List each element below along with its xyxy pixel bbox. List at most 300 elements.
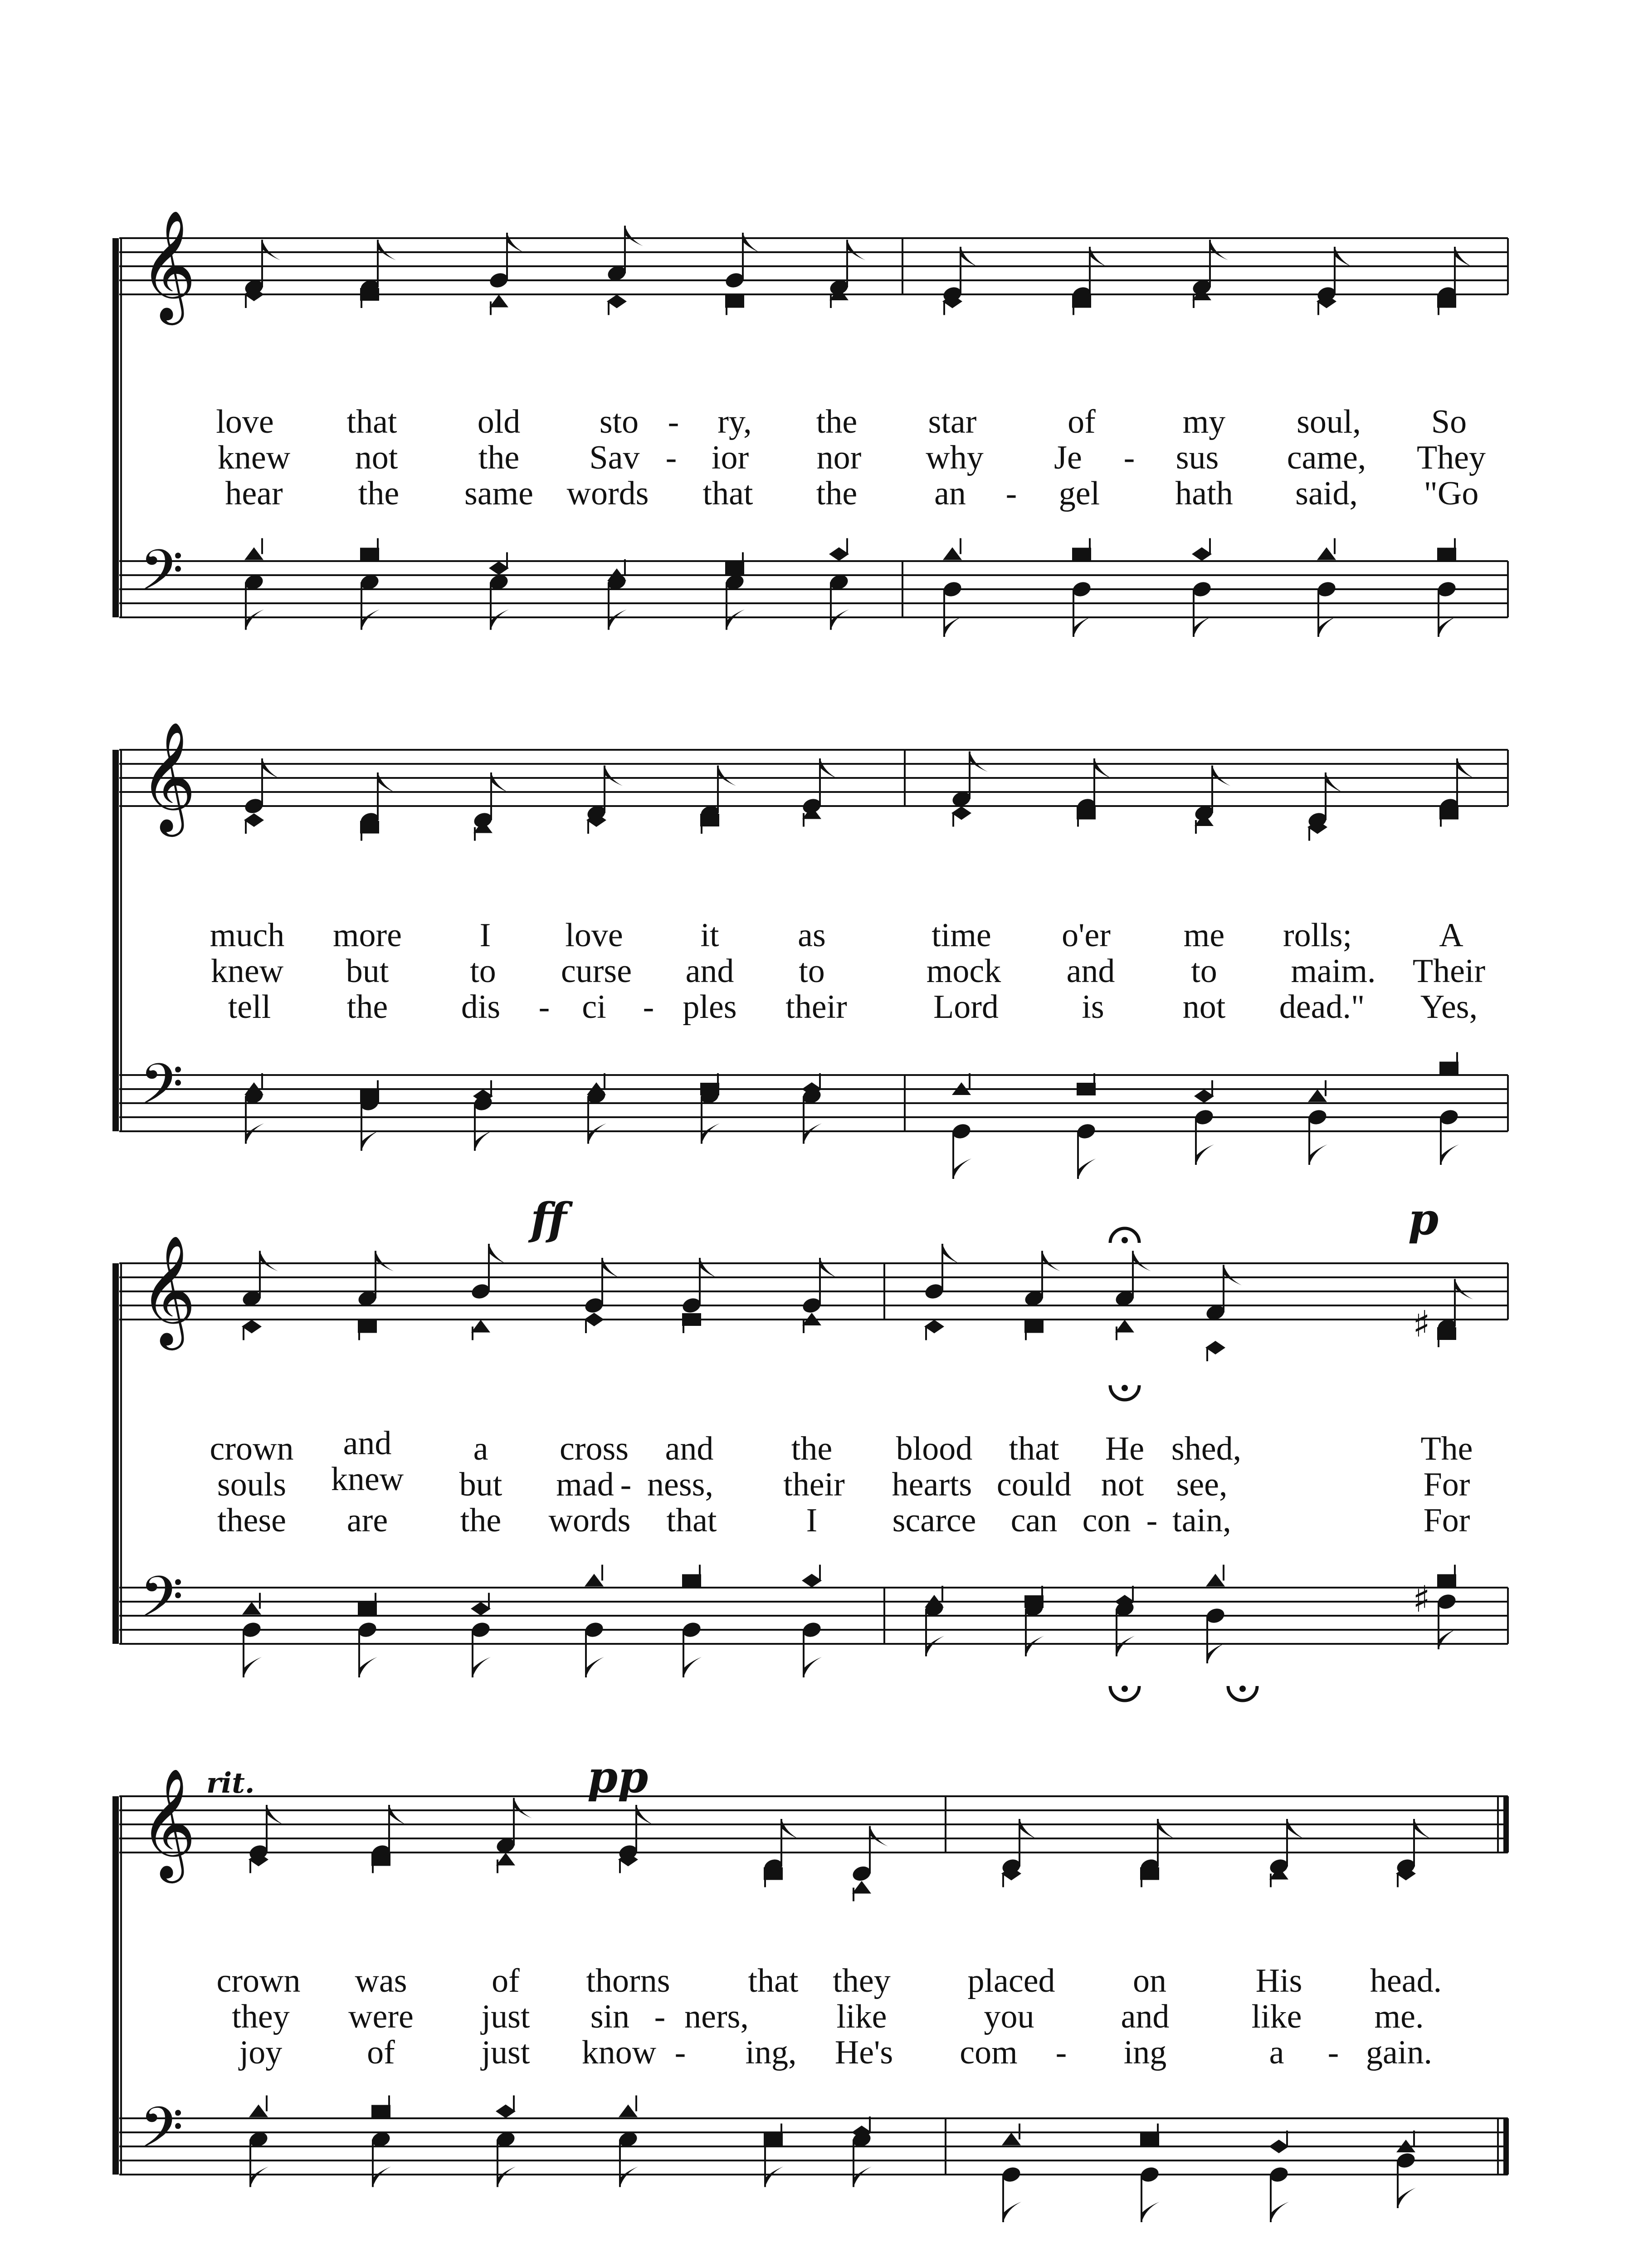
lyric: mock <box>926 953 1001 990</box>
note-flag <box>718 766 736 786</box>
lyric: knew <box>210 953 284 990</box>
lyric: can <box>1010 1502 1058 1539</box>
lyric: the <box>460 1502 502 1539</box>
lyric: rolls; <box>1283 917 1352 954</box>
lyric: - <box>668 403 679 440</box>
shape-note-head <box>1077 807 1096 820</box>
shape-note-head <box>1194 1090 1214 1103</box>
lyric: I <box>806 1502 818 1539</box>
note-flag <box>491 772 509 793</box>
note-flag <box>1398 2188 1416 2208</box>
lyric: love <box>565 917 623 954</box>
note-flag <box>636 1805 654 1825</box>
lyric: hear <box>225 475 283 512</box>
note-flag <box>1117 1636 1135 1657</box>
shape-note-head <box>1437 295 1456 308</box>
lyric: So <box>1431 403 1467 440</box>
lyric: is <box>1082 988 1104 1026</box>
lyric: Yes, <box>1420 988 1478 1026</box>
lyric: but <box>459 1466 502 1503</box>
note-flag <box>820 1258 838 1278</box>
lyric: more <box>332 917 402 954</box>
note-flag <box>1439 1629 1457 1649</box>
shape-note-head <box>829 547 849 561</box>
lyric: you <box>984 1998 1034 2035</box>
shape-note-head <box>1206 1574 1225 1587</box>
lyric: o'er <box>1062 917 1111 954</box>
note-flag <box>820 758 838 779</box>
lyric: time <box>932 917 991 954</box>
note-flag <box>246 1124 264 1144</box>
lyric: - <box>665 439 677 476</box>
shape-note-head <box>585 1574 604 1587</box>
treble-clef-icon: 𝄞 <box>140 209 196 320</box>
lyric: of <box>1068 403 1096 440</box>
lyric: the <box>346 988 388 1026</box>
note-flag <box>1457 758 1475 779</box>
note-flag <box>702 1124 720 1144</box>
note-flag <box>1224 1265 1242 1286</box>
lyric: are <box>346 1502 388 1539</box>
lyric: words <box>548 1502 631 1539</box>
shape-note-head <box>1024 1320 1044 1333</box>
bass-clef-icon: 𝄢 <box>140 538 184 617</box>
note-flag <box>378 772 396 793</box>
lyric: shed, <box>1171 1430 1242 1467</box>
note-flag <box>1090 247 1108 267</box>
lyric: like <box>1251 1998 1302 2035</box>
note-flag <box>1078 1158 1096 1179</box>
treble-clef-icon: 𝄞 <box>140 1767 196 1878</box>
note-flag <box>514 1798 532 1818</box>
shape-note-head <box>619 2105 638 2117</box>
lyric: ness, <box>647 1466 713 1503</box>
note-flag <box>804 1124 822 1144</box>
lyric: placed <box>967 1962 1055 1999</box>
lyric: "Go <box>1424 475 1479 512</box>
lyric: and <box>1121 1998 1170 2035</box>
note-flag <box>1141 2202 1160 2222</box>
lyric: these <box>217 1502 287 1539</box>
note-flag <box>489 1244 507 1264</box>
lyric: my <box>1182 403 1226 440</box>
lyric: ci <box>582 988 606 1026</box>
lyric: know <box>581 2034 657 2071</box>
lyric: that <box>666 1502 717 1539</box>
note-flag <box>491 610 509 630</box>
lyric: They <box>1416 439 1486 476</box>
lyric: knew <box>331 1461 404 1498</box>
lyric: He's <box>834 2034 893 2071</box>
note-flag <box>1042 1251 1060 1271</box>
lyric: con <box>1082 1502 1131 1539</box>
shape-note-head <box>1205 1341 1225 1354</box>
shape-note-head <box>607 295 627 308</box>
shape-note-head <box>764 1867 783 1880</box>
lyric: just <box>481 1998 530 2035</box>
lyric: to <box>470 953 496 990</box>
lyric: old <box>477 403 521 440</box>
shape-note-head <box>1002 2133 1021 2146</box>
note-flag <box>507 233 525 253</box>
note-flag <box>602 1258 620 1278</box>
note-flag <box>944 616 962 637</box>
lyric: He <box>1105 1430 1145 1467</box>
note-flag <box>765 2167 783 2187</box>
lyric: tain, <box>1172 1502 1231 1539</box>
shape-note-head <box>725 295 744 308</box>
note-flag <box>781 1819 800 1839</box>
lyric: it <box>700 917 719 954</box>
lyric: blood <box>896 1430 973 1467</box>
note-flag <box>970 752 988 772</box>
lyric: they <box>833 1962 891 1999</box>
lyric: that <box>346 403 397 440</box>
shape-note-head <box>360 548 379 561</box>
lyric: crown <box>216 1962 301 1999</box>
lyric: - <box>1146 1502 1158 1539</box>
lyric: not <box>1101 1466 1144 1503</box>
note-flag <box>475 1130 493 1151</box>
shape-note-head <box>1317 547 1336 560</box>
note-flag <box>1455 1279 1473 1300</box>
lyric: not <box>1182 988 1226 1026</box>
lyric: The <box>1420 1430 1473 1467</box>
note-flag <box>262 758 280 779</box>
lyric: ior <box>711 439 749 476</box>
shape-note-head <box>489 295 508 308</box>
lyric: crown <box>210 1430 294 1467</box>
lyric: same <box>464 475 534 512</box>
note-flag <box>1026 1636 1044 1657</box>
lyric: to <box>1191 953 1217 990</box>
note-flag <box>609 610 627 630</box>
note-flag <box>1003 2202 1021 2222</box>
sharp-icon: ♯ <box>1413 1578 1430 1620</box>
note-flag <box>605 766 623 786</box>
lyric: For <box>1423 1466 1470 1503</box>
note-flag <box>376 1251 394 1271</box>
note-flag <box>1196 1144 1214 1165</box>
lyric: knew <box>217 439 291 476</box>
note-flag <box>244 1657 262 1677</box>
note-flag <box>961 247 979 267</box>
shape-note-head <box>1437 548 1456 561</box>
note-flag <box>389 1805 407 1825</box>
note-flag <box>953 1158 971 1179</box>
lyric: their <box>783 1466 845 1503</box>
lyric: their <box>785 988 847 1026</box>
lyric: cross <box>559 1430 629 1467</box>
lyric: For <box>1423 1502 1470 1539</box>
lyric: maim. <box>1291 953 1376 990</box>
shape-note-head <box>371 2105 390 2118</box>
bass-clef-icon: 𝄢 <box>140 1052 184 1131</box>
lyric: - <box>538 988 550 1026</box>
note-flag <box>926 1636 944 1657</box>
note-flag <box>804 1657 822 1677</box>
note-flag <box>942 1244 961 1264</box>
note-flag <box>378 240 396 260</box>
lyric: ing, <box>745 2034 797 2071</box>
shape-note-head <box>371 1853 390 1866</box>
lyric: of <box>367 2034 395 2071</box>
note-flag <box>1271 2202 1289 2222</box>
note-flag <box>1207 1643 1225 1663</box>
dynamic-marking-fortissimo: ff <box>531 1193 567 1245</box>
note-flag <box>1309 1144 1327 1165</box>
lyric: gel <box>1058 475 1100 512</box>
dynamic-marking-piano: p <box>1408 1193 1439 1245</box>
lyric: joy <box>239 2034 283 2071</box>
shape-note-head <box>496 2105 516 2118</box>
fermata-dot <box>1122 1686 1128 1692</box>
lyric: me. <box>1374 1998 1424 2035</box>
lyric: the <box>358 475 400 512</box>
shape-note-head <box>496 1853 515 1866</box>
note-flag <box>700 1258 718 1278</box>
lyric: that <box>1009 1430 1059 1467</box>
shape-note-head <box>1439 1062 1458 1075</box>
note-flag <box>361 1130 380 1151</box>
shape-note-head <box>943 547 962 560</box>
lyric: ners, <box>684 1998 749 2035</box>
shape-note-head <box>358 1320 377 1333</box>
lyric: sin <box>590 1998 630 2035</box>
lyric: of <box>492 1962 520 1999</box>
shape-note-head <box>852 1881 871 1894</box>
lyric: head. <box>1370 1962 1442 1999</box>
shape-note-head <box>725 562 744 575</box>
shape-note-head <box>360 821 379 834</box>
lyric: the <box>478 439 520 476</box>
lyric: soul, <box>1297 403 1361 440</box>
lyric: why <box>926 439 984 476</box>
shape-note-head <box>242 1320 262 1334</box>
lyric: - <box>1055 2034 1067 2071</box>
shape-note-head <box>1269 2140 1289 2153</box>
note-flag <box>1019 1819 1038 1839</box>
lyric: hearts <box>892 1466 972 1503</box>
lyric: a <box>1269 2034 1284 2071</box>
shape-note-head <box>358 1603 377 1615</box>
shape-note-head <box>471 1320 490 1333</box>
lyric: they <box>232 1998 290 2035</box>
lyric: sus <box>1175 439 1219 476</box>
lyric: - <box>674 2034 686 2071</box>
lyric: came, <box>1287 439 1366 476</box>
shape-note-head <box>924 1320 944 1334</box>
shape-note-head <box>244 547 263 560</box>
note-flag <box>246 610 264 630</box>
lyric: words <box>566 475 649 512</box>
note-flag <box>1441 1144 1459 1165</box>
note-flag <box>586 1657 604 1677</box>
note-flag <box>373 2167 391 2187</box>
bass-clef-icon: 𝄢 <box>140 2095 184 2174</box>
lyric: was <box>355 1962 407 1999</box>
lyric: like <box>836 1998 887 2035</box>
lyric: just <box>481 2034 530 2071</box>
lyric: sto <box>599 403 639 440</box>
note-flag <box>1194 616 1212 637</box>
lyric: and <box>665 1430 714 1467</box>
note-flag <box>1335 247 1353 267</box>
lyric: A <box>1439 917 1463 954</box>
lyric: Their <box>1412 953 1486 990</box>
shape-note-head <box>1439 807 1458 820</box>
lyric: nor <box>816 439 862 476</box>
note-flag <box>1439 616 1457 637</box>
shape-note-head <box>1308 1090 1327 1102</box>
lyric: and <box>343 1425 392 1462</box>
note-flag <box>1212 766 1230 786</box>
lyric: as <box>798 917 826 954</box>
lyric: and <box>1066 953 1115 990</box>
note-flag <box>727 610 745 630</box>
treble-clef-icon: 𝄞 <box>140 721 196 832</box>
treble-clef-icon: 𝄞 <box>140 1234 196 1345</box>
lyric: dis <box>461 988 501 1026</box>
fermata-dot <box>1122 1237 1128 1243</box>
note-flag <box>1455 247 1473 267</box>
lyric: - <box>654 1998 666 2035</box>
note-flag <box>854 2167 872 2187</box>
sharp-icon: ♯ <box>1413 1303 1430 1345</box>
shape-note-head <box>1115 1320 1134 1333</box>
lyric: me <box>1183 917 1225 954</box>
note-flag <box>1210 240 1228 260</box>
note-flag <box>870 1826 888 1847</box>
lyric: love <box>216 403 274 440</box>
shape-note-head <box>1072 548 1091 561</box>
shape-note-head <box>1437 1327 1456 1340</box>
lyric: that <box>748 1962 799 1999</box>
tempo-marking-ritardando: rit. <box>206 1766 255 1799</box>
note-flag <box>1414 1819 1432 1839</box>
shape-note-head <box>1437 1574 1456 1587</box>
lyric: - <box>1123 439 1135 476</box>
lyric: mad <box>556 1466 614 1503</box>
note-flag <box>359 1657 377 1677</box>
shape-note-head <box>682 1574 701 1587</box>
lyric: His <box>1255 1962 1302 1999</box>
shape-note-head <box>249 2105 268 2117</box>
note-flag <box>1073 616 1092 637</box>
lyric: dead." <box>1279 988 1365 1026</box>
lyric: said, <box>1295 475 1358 512</box>
note-flag <box>473 1657 491 1677</box>
lyric: thorns <box>586 1962 670 1999</box>
lyric: Je <box>1054 439 1082 476</box>
note-flag <box>250 2167 268 2187</box>
lyric: and <box>685 953 734 990</box>
lyric: scarce <box>892 1502 976 1539</box>
lyric: - <box>620 1466 632 1503</box>
note-flag <box>262 240 280 260</box>
shape-note-head <box>1192 547 1212 561</box>
shape-note-head <box>1140 1867 1159 1880</box>
note-flag <box>1326 772 1344 793</box>
dynamic-marking-pianissimo: pp <box>587 1751 649 1803</box>
note-flag <box>831 610 849 630</box>
shape-note-head <box>1072 295 1091 308</box>
note-flag <box>361 610 380 630</box>
note-flag <box>260 1251 278 1271</box>
lyric: star <box>928 403 977 440</box>
lyric: the <box>791 1430 833 1467</box>
note-flag <box>620 2167 638 2187</box>
lyric: - <box>1005 475 1017 512</box>
shape-note-head <box>1140 2133 1159 2146</box>
lyric: - <box>643 988 654 1026</box>
lyric: on <box>1133 1962 1166 1999</box>
lyric: Lord <box>933 988 999 1026</box>
lyric: were <box>348 1998 414 2035</box>
lyric: Sav <box>589 439 640 476</box>
lyric: a <box>473 1430 488 1467</box>
shape-note-head <box>1077 1083 1096 1095</box>
lyric: not <box>355 439 398 476</box>
shape-note-head <box>489 562 509 575</box>
note-flag <box>847 240 865 260</box>
fermata-dot <box>1239 1686 1246 1692</box>
note-flag <box>1287 1819 1305 1839</box>
lyric: but <box>346 953 389 990</box>
shape-note-head <box>244 813 264 827</box>
shape-note-head <box>471 1602 491 1616</box>
shape-note-head <box>584 1313 604 1326</box>
lyric: an <box>934 475 966 512</box>
lyric: see, <box>1176 1466 1228 1503</box>
note-flag <box>683 1657 702 1677</box>
lyric: hath <box>1175 475 1233 512</box>
lyric: gain. <box>1366 2034 1432 2071</box>
shape-note-head <box>242 1602 261 1615</box>
note-flag <box>1094 758 1112 779</box>
lyric: to <box>799 953 825 990</box>
shape-note-head <box>700 814 719 826</box>
lyric: tell <box>228 988 271 1026</box>
lyric: could <box>996 1466 1072 1503</box>
note-flag <box>743 233 761 253</box>
lyric: I <box>479 917 491 954</box>
lyric: curse <box>561 953 632 990</box>
note-flag <box>588 1124 606 1144</box>
note-flag <box>1318 616 1336 637</box>
shape-note-head <box>802 1574 822 1588</box>
lyric: ry, <box>717 403 752 440</box>
shape-note-head <box>682 1313 701 1326</box>
note-flag <box>1158 1819 1176 1839</box>
lyric: ing <box>1123 2034 1167 2071</box>
shape-note-head <box>951 807 971 820</box>
note-flag <box>625 226 643 246</box>
lyric: the <box>816 475 858 512</box>
lyric: much <box>210 917 285 954</box>
note-flag <box>1133 1251 1151 1271</box>
note-flag <box>497 2167 516 2187</box>
shape-note-head <box>360 288 379 301</box>
lyric: that <box>702 475 753 512</box>
fermata-dot <box>1122 1385 1128 1391</box>
lyric: com <box>960 2034 1018 2071</box>
lyric: souls <box>217 1466 287 1503</box>
lyric: ples <box>683 988 737 1026</box>
lyric: the <box>816 403 858 440</box>
lyric: - <box>1327 2034 1339 2071</box>
note-flag <box>267 1805 285 1825</box>
